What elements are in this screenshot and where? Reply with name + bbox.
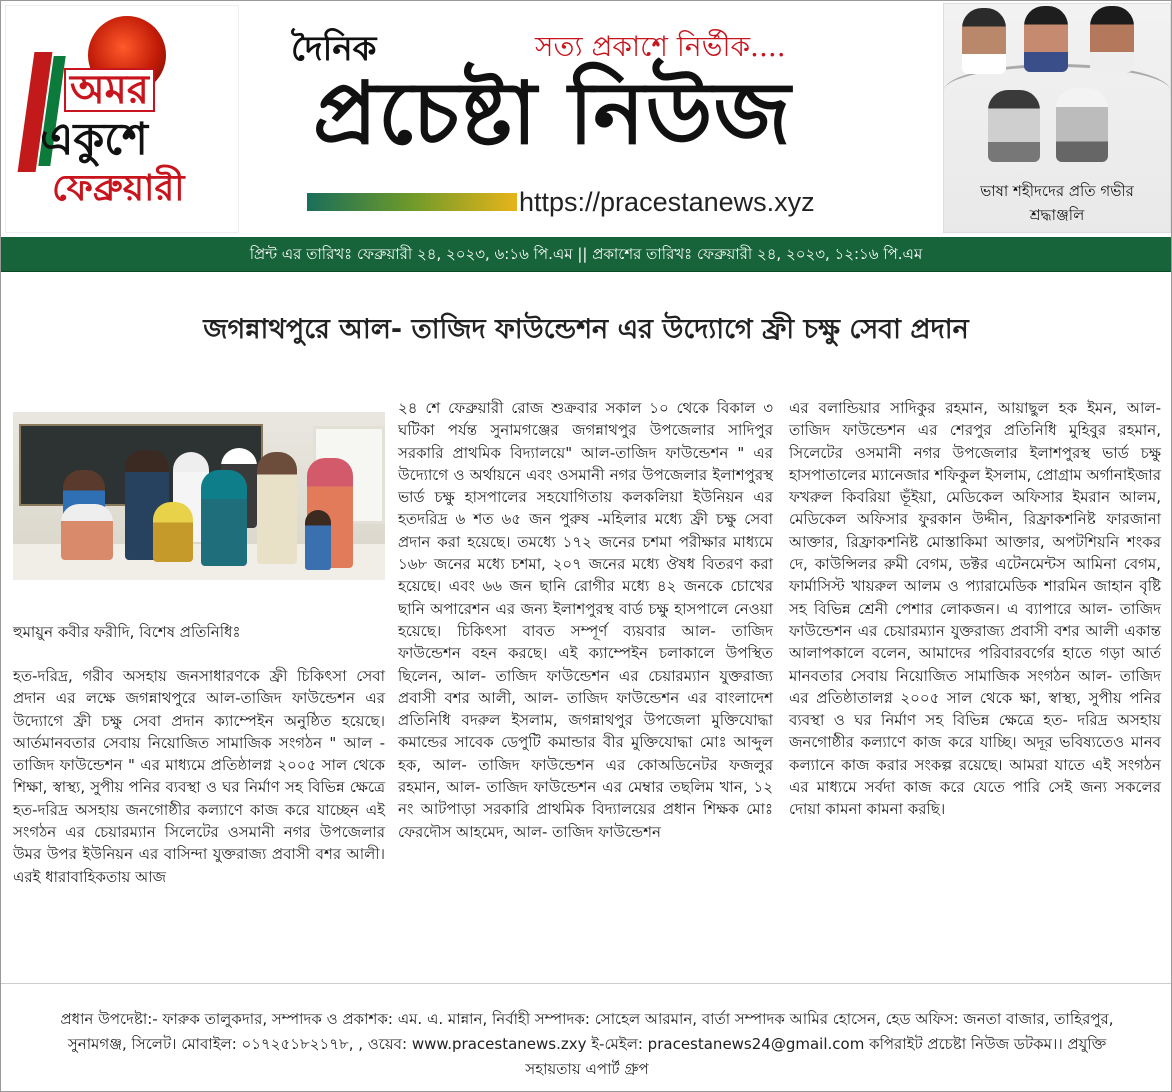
article-column-1: হত-দরিদ্র, গরীব অসহায় জনসাধারণকে ফ্রী চিকিৎসা সেবা প্রদান এর লক্ষে জগন্নাথপুরে আল-তাজিদ ফাউন্ডেশন এর উদ্যোগে ফ্রী চক্ষু সেবা প্রদান ক্যাম্পেইন অনুষ্ঠিত হয়েছে। আর্তমানবতার সেবায় নিয়োজিত সামাজিক সংগঠন " আল - তাজিদ ফাউন্ডেশন " এর মাধ্যমে প্রতিষ্ঠালগ্ন ২০০৫ সাল থেকে শিক্ষা, স্বাস্থ্য, সুপীয় পনির ব্যবস্থা ও ঘর নির্মাণ সহ বিভিন্ন ক্ষেত্রে হত-দরিদ্র অসহায় জনগোষ্ঠীর কল্যাণে কাজ করে যাচ্ছেন এই সংগঠন এর চেয়ারম্যান সিলেটের ওসমানী নগর উপজেলার উমর উপর ইউনিয়ন এর বাসিন্দা যুক্তরাজ্য প্রবাসী বশর আলী। এরই ধারাবাহিকতায় আজ <box>13 667 385 886</box>
tribute-caption-line2: শ্রদ্ধাঞ্জলি <box>1029 206 1085 224</box>
photo-person <box>153 502 193 562</box>
article-byline: হুমায়ুন কবীর ফরীদি, বিশেষ প্রতিনিধিঃ <box>13 623 241 641</box>
ekushe-badge <box>5 5 239 233</box>
logo-slogan: সত্য প্রকাশে নির্ভীক.... <box>535 30 786 63</box>
footer-divider <box>1 983 1171 984</box>
badge-line-amor: অমর <box>64 68 155 112</box>
article-column-3: এর বলান্ডিয়ার সাদিকুর রহমান, আয়াছুল হক ইমন, আল- তাজিদ ফাউন্ডেশন এর শেরপুর প্রতিনিধি মুহিবুর রহমান, সিলেটের ওসমানী নগর উপজেলার ইলাশপুরস্থ ভার্ড চক্ষু হাসপাতালের ম্যানেজার শফিকুল ইসলাম, প্রোগ্রাম অর্গানাইজার ফখরুল কিবরিয়া ভূঁইয়া, মেডিকেল অফিসার ইমরান আলম, মেডিকেল অফিসার ফুরকান উদ্দীন, রিফ্রাকশনিষ্ট ফারজানা আক্তার, রিফ্রাকশনিষ্ট মোস্তাকিমা আক্তার, অপটশিয়নি শংকর দে, কাউন্সিলর রুমী বেগম, ডক্টর এটেনমেন্টস আমিনা বেগম, ফার্মাসিস্ট খায়রুল আলম ও প্যারামেডিক শারমিন জাহান বৃষ্টি সহ বিভিন্ন শ্রেনী পেশার লোকজন। এ ব্যাপারে আল- তাজিদ ফাউন্ডেশন এর চেয়ারম্যান যুক্তরাজ্য প্রবাসী বশর আলী একান্ত আলাপকালে বলেন, আমাদের পরিবারবর্গের হাতে গড়া আর্ত মানবতার সেবায় নিয়োজিত সামাজিক সংগঠন আল- তাজিদ এর প্রতিষ্ঠাতালগ্ন ২০০৫ সাল থেকে ক্ষা, স্বাস্থ্য, সুপীয় পনির ব্যবস্থা ও ঘর নির্মাণ সহ বিভিন্ন ক্ষেত্রে হত- দরিদ্র অসহায় জনগোষ্ঠীর কল্যাণে কাজ করে যাচ্ছি। অদূর ভবিষ্যতেও মানব কল্যানে কাজ করার সংকল্প রয়েছে। আমরা যাতে এই সংগঠন এর মাধ্যমে সর্বদা কাজ করে যেতে পারি সেই জন্য সকলের দোয়া কামনা কামনা করছি। <box>789 399 1161 819</box>
logo-daily: দৈনিক <box>291 29 377 69</box>
logo-title: প্রচেষ্টা নিউজ <box>313 63 792 164</box>
martyr-portrait <box>1024 6 1068 72</box>
photo-person <box>305 510 331 570</box>
photo-person <box>201 470 247 566</box>
tribute-caption-line1: ভাষা শহীদদের প্রতি গভীর <box>980 182 1134 200</box>
footer-line-2: সুনামগঞ্জ, সিলেট। মোবাইল: ০১৭২৫১৮২১৭৮, , ওয়েব: www.pracestanews.zxy ই-মেইল: pracestanews24@gmail.com কপিরাইট প্রচেষ্টা নিউজ ডটকম।। প্রযুক্তি <box>67 1035 1107 1053</box>
masthead-header <box>1 1 1171 235</box>
article-photo <box>13 412 385 580</box>
photo-person <box>61 504 113 560</box>
martyr-portrait <box>988 90 1040 162</box>
badge-line-ekushe: একুশে <box>40 114 148 165</box>
article-column-2: ২৪ শে ফেব্রুয়ারী রোজ শুক্রবার সকাল ১০ থেকে বিকাল ৩ ঘটিকা পর্যন্ত সুনামগঞ্জের জগন্নাথপুর উপজেলার সাদিপুর সরকারি প্রাথমিক বিদ্যালয়ে" আল-তাজিদ ফাউন্ডেশন " এর উদ্যোগে ও অর্থায়নে এবং ওসমানী নগর উপজেলার ইলাশপুরস্থ ভার্ড চক্ষু হাসপালের সহযোগিতায় কলকলিয়া ইউনিয়ন এর হতদরিদ্র ৬ শত ৬৫ জন পুরুষ -মহিলার মধ্যে ফ্রী চক্ষু সেবা প্রদান করা হয়েছে। তমধ্যে ১৭২ জনের চশমা পরীক্ষার মাধ্যমে ১৬৮ জনের মধ্যে চশমা, ২০৭ জনের মধ্যে ঔষধ বিতরণ করা হয়েছে। এবং ৬৬ জন ছানি রোগীর মধ্যে ৪২ জনকে চোখের ছানি অপারেশন এর জন্য ইলাশপুরস্থ বার্ড চক্ষু হাসপালে নেওয়া হয়েছে। চিকিৎসা বাবত সম্পূর্ণ ব্যয়বার আল- তাজিদ ফাউন্ডেশন বহন করছে। এই ক্যাম্পেইন চলাকালে উপস্থিত ছিলেন, আল- তাজিদ ফাউন্ডেশন এর চেয়ারম্যান যুক্তরাজ্য প্রবাসী বশর আলী, আল- তাজিদ ফাউন্ডেশন এর বাংলাদেশ প্রতিনিধি বদরুল ইসলাম, জগন্নাথপুর উপজেলা মুক্তিযোদ্ধা কমান্ডের সাবেক ডেপুটি কমান্ডার বীর মুক্তিযোদ্ধা মোঃ আব্দুল হক, আল- তাজিদ ফাউন্ডেশন এর কোঅডিনেটর ফজলুর রহমান, আল- তাজিদ ফাউন্ডেশন এর মেম্বার তছলিম খান, ১২ নং আটপাড়া সরকারি প্রাথমিক বিদ্যালয়ের প্রধান শিক্ষক মোঃ ফেরদৌস আহমেদ, আল- তাজিদ ফাউন্ডেশন <box>398 399 773 841</box>
martyr-portrait <box>1090 6 1134 72</box>
photo-person <box>257 452 297 564</box>
martyr-portrait <box>962 8 1006 74</box>
newspaper-logo[interactable] <box>241 1 941 235</box>
print-publish-date-bar: প্রিন্ট এর তারিখঃ ফেব্রুয়ারী ২৪, ২০২৩, ৬:১৬ পি.এম || প্রকাশের তারিখঃ ফেব্রুয়ারী ২৪, ২০২৩, ১২:১৬ পি.এম <box>1 237 1171 272</box>
site-url[interactable]: https://pracestanews.xyz <box>519 187 815 217</box>
martyrs-tribute-panel <box>943 3 1171 233</box>
badge-line-february: ফেব্রুয়ারী <box>52 167 185 209</box>
article-headline: জগন্নাথপুরে আল- তাজিদ ফাউন্ডেশন এর উদ্যোগে ফ্রী চক্ষু সেবা প্রদান <box>203 314 969 345</box>
logo-color-bar <box>307 193 517 211</box>
footer-line-1: প্রধান উপদেষ্টা:- ফারুক তালুকদার, সম্পাদক ও প্রকাশক: এম. এ. মান্নান, নির্বাহী সম্পাদক: সোহেল আরমান, বার্তা সম্পাদক আমির হোসেন, হেড অফিস: জনতা বাজার, তাহিরপুর, <box>60 1010 1114 1028</box>
footer-line-3: সহায়তায় এপার্ট গ্রুপ <box>525 1060 649 1078</box>
publication-footer <box>15 1007 1159 1082</box>
martyr-portrait <box>1056 88 1108 162</box>
